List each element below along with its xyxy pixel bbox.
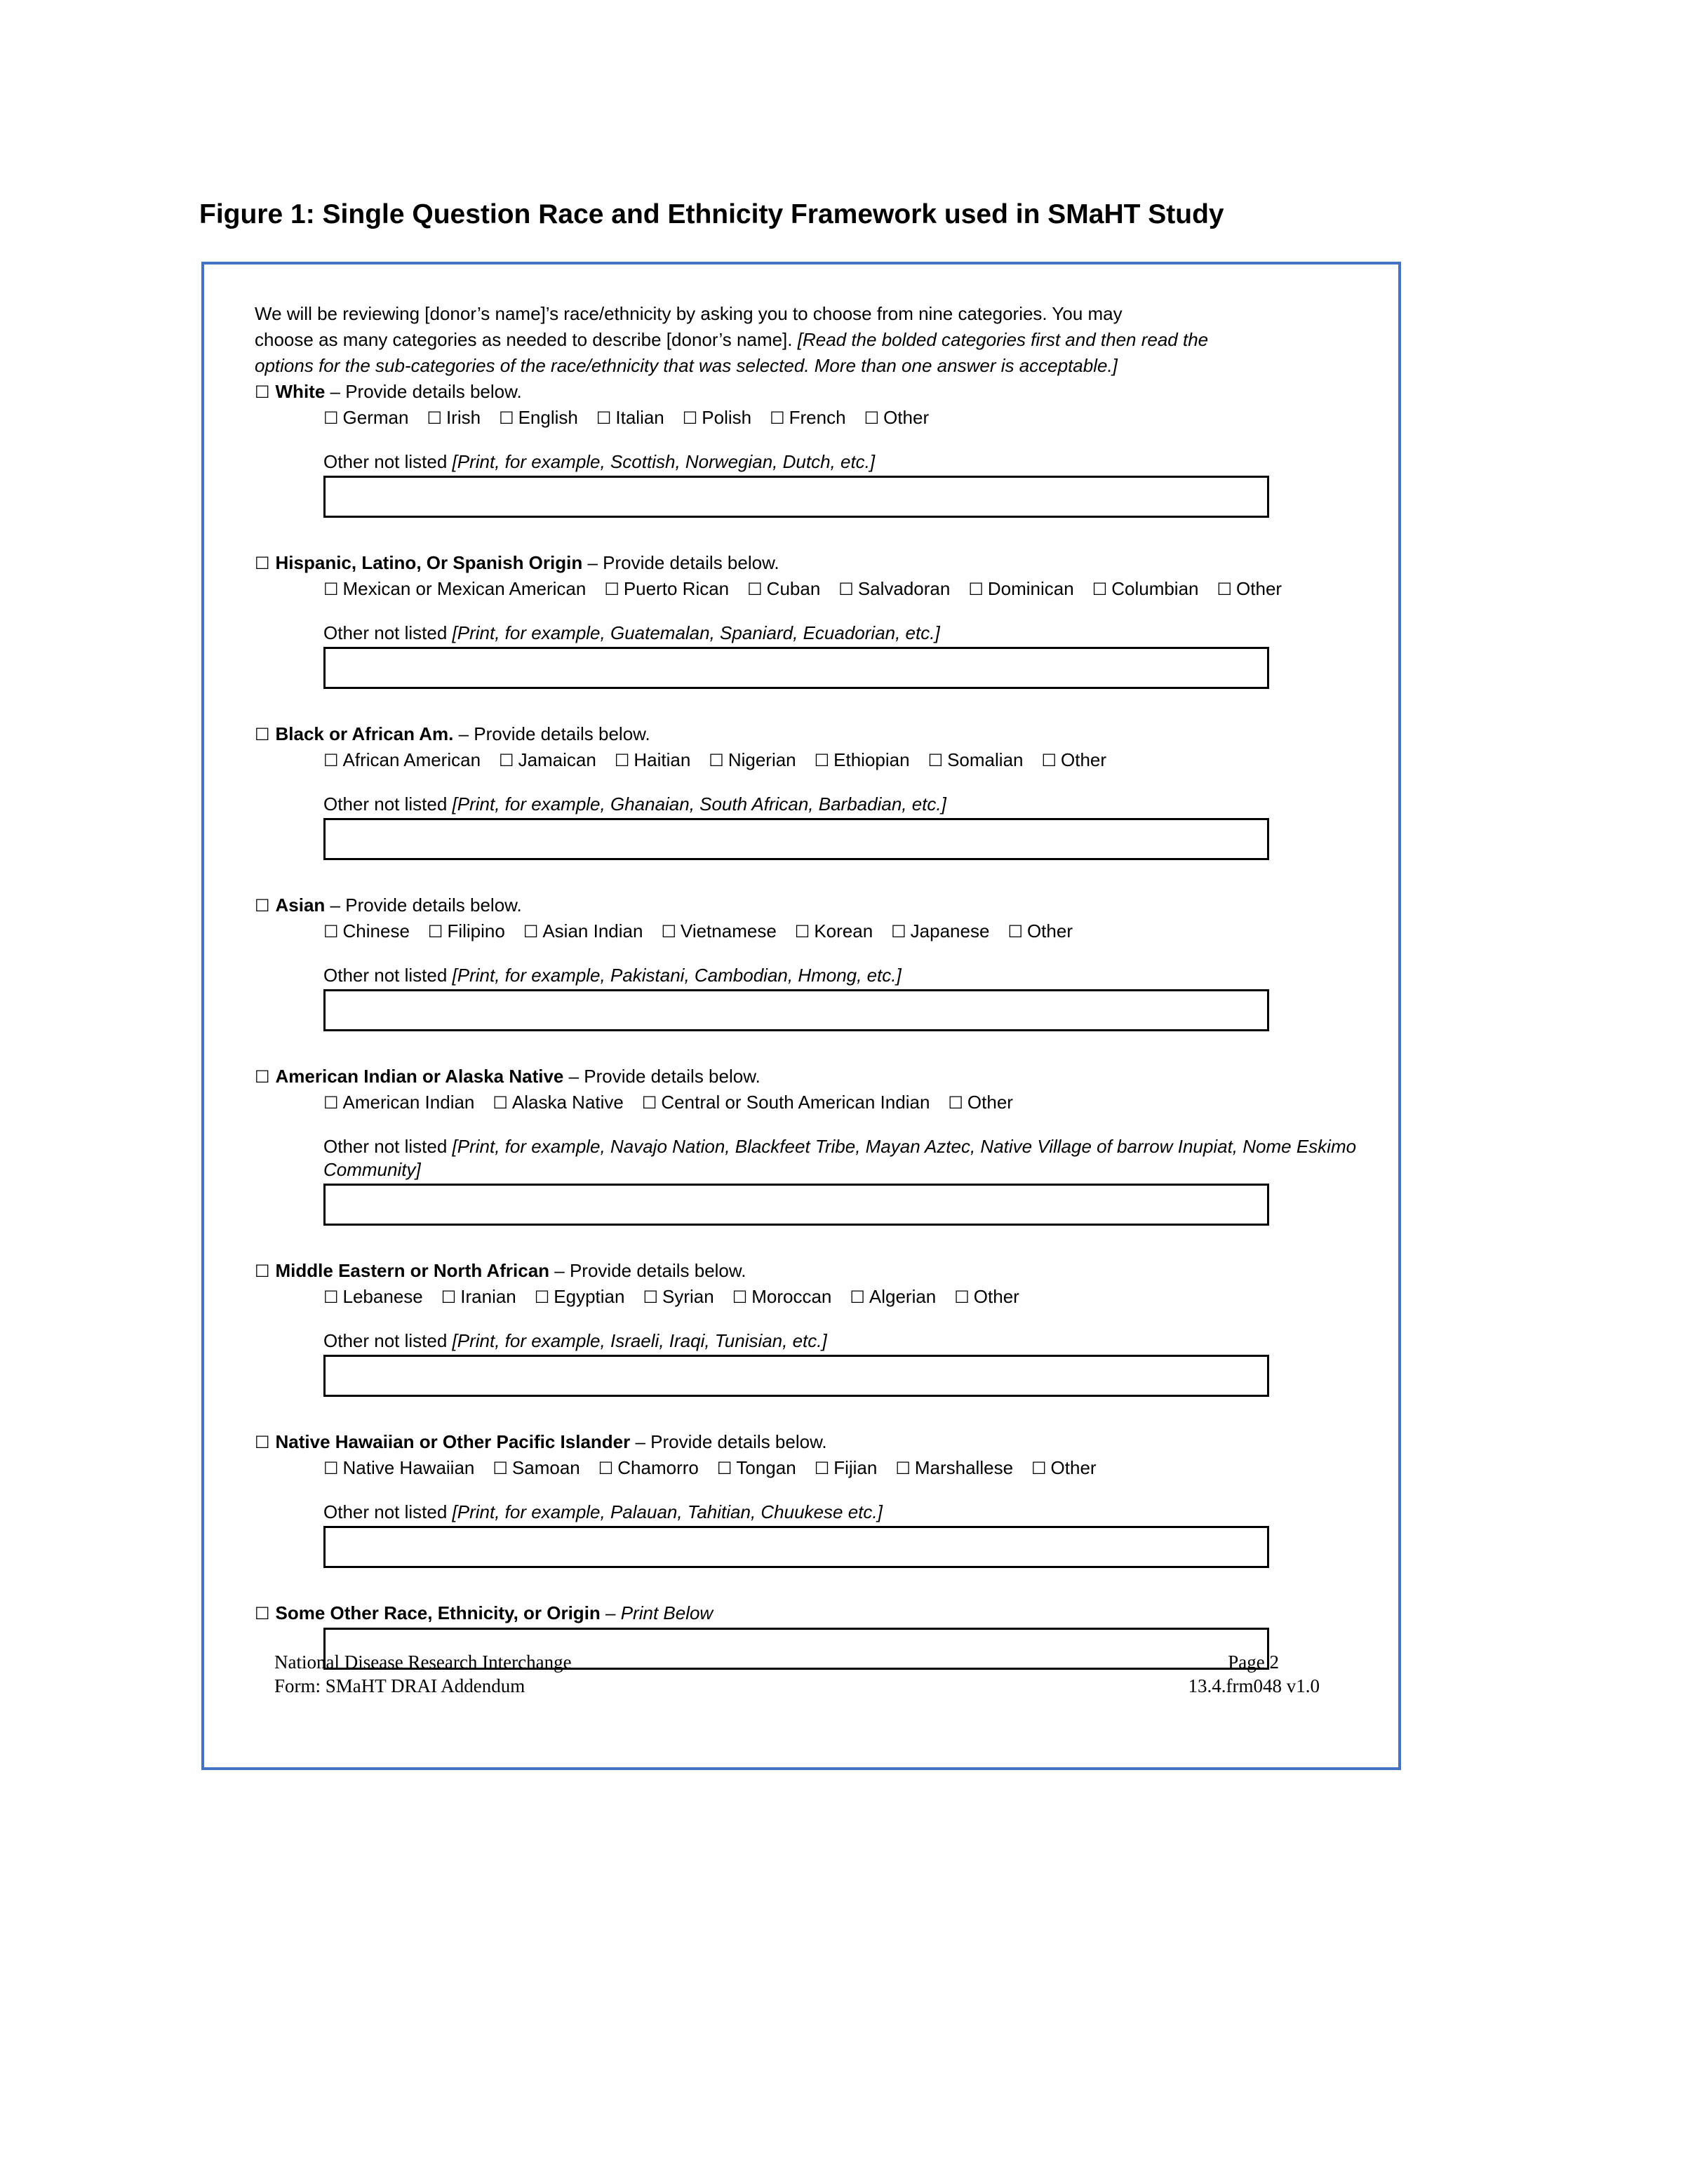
option-label: Egyptian <box>554 1286 625 1307</box>
option[interactable] <box>815 1455 878 1482</box>
category-section <box>255 1429 1363 1568</box>
option-label: Other <box>1050 1457 1097 1478</box>
option-label: Other <box>973 1286 1019 1307</box>
footer-org: National Disease Research Interchange <box>274 1652 572 1673</box>
option[interactable] <box>523 918 643 945</box>
checkbox-icon[interactable]: ☐ <box>323 1287 339 1307</box>
option[interactable] <box>747 576 820 603</box>
option[interactable] <box>895 1455 1013 1482</box>
other-prefix: Other not listed <box>323 965 453 986</box>
intro-line-1: We will be reviewing [donor’s name]’s race/ethnicity by asking you to choose from nine categories. You may <box>255 303 1123 324</box>
checkbox-icon[interactable]: ☐ <box>814 1459 830 1478</box>
option[interactable] <box>928 747 1024 774</box>
checkbox-icon[interactable]: ☐ <box>891 922 906 942</box>
option-label: Chinese <box>342 920 410 942</box>
checkbox-icon[interactable]: ☐ <box>927 751 944 770</box>
other-prefix: Other not listed <box>323 1501 453 1522</box>
option-label: Mexican or Mexican American <box>342 578 587 599</box>
option[interactable] <box>795 918 873 945</box>
option[interactable] <box>604 576 729 603</box>
category-name: Native Hawaiian or Other Pacific Islander <box>275 1431 631 1452</box>
option-label: French <box>789 407 846 428</box>
option[interactable] <box>323 747 481 774</box>
category-instruction: – Provide details below. <box>325 895 522 916</box>
other-not-listed-label <box>323 964 1363 987</box>
other-hint: [Print, for example, Pakistani, Cambodian, Hmong, etc.] <box>452 965 902 986</box>
checkbox-icon[interactable]: ☐ <box>1007 922 1023 942</box>
other-not-listed-input[interactable] <box>323 818 1269 860</box>
footer-right <box>1188 1650 1320 1698</box>
checkbox-icon[interactable]: ☐ <box>499 751 514 770</box>
checkbox-icon[interactable]: ☐ <box>427 408 442 428</box>
category-instruction: – Provide details below. <box>630 1431 827 1452</box>
form-content <box>255 301 1363 1702</box>
checkbox-icon[interactable]: ☐ <box>323 580 339 599</box>
option[interactable] <box>661 918 776 945</box>
option-list <box>323 576 1363 602</box>
checkbox-icon[interactable]: ☐ <box>598 1459 614 1478</box>
option[interactable] <box>864 405 930 431</box>
option[interactable] <box>891 918 989 945</box>
checkbox-icon[interactable]: ☐ <box>814 751 830 770</box>
option[interactable] <box>643 1284 714 1311</box>
checkbox-icon[interactable]: ☐ <box>255 1261 270 1281</box>
other-not-listed-label <box>323 793 1363 816</box>
checkbox-icon[interactable]: ☐ <box>323 751 339 770</box>
category-line <box>255 1258 1363 1284</box>
checkbox-icon[interactable]: ☐ <box>255 1067 270 1087</box>
option-label: Ethiopian <box>833 749 910 770</box>
checkbox-icon[interactable]: ☐ <box>1031 1459 1047 1478</box>
other-hint: [Print, for example, Ghanaian, South African, Barbadian, etc.] <box>452 793 946 815</box>
category-section <box>255 1258 1363 1397</box>
category-line <box>255 1064 1363 1090</box>
option[interactable] <box>1092 576 1199 603</box>
other-not-listed-input[interactable] <box>323 989 1269 1031</box>
checkbox-icon[interactable]: ☐ <box>255 382 270 402</box>
option-label: Korean <box>814 920 873 942</box>
option[interactable] <box>838 576 950 603</box>
option-label: Other <box>1026 920 1073 942</box>
footer-page: Page 2 <box>1228 1652 1279 1673</box>
option-list <box>323 405 1363 431</box>
option-label: Fijian <box>833 1457 878 1478</box>
other-prefix: Other not listed <box>323 1330 453 1351</box>
checkbox-icon[interactable]: ☐ <box>643 1287 658 1307</box>
category-section <box>255 550 1363 689</box>
option-label: Haitian <box>634 749 691 770</box>
option-label: American Indian <box>342 1092 475 1113</box>
checkbox-icon[interactable]: ☐ <box>770 408 785 428</box>
checkbox-icon[interactable]: ☐ <box>441 1287 457 1307</box>
other-not-listed-input[interactable] <box>323 1526 1269 1568</box>
category-name: Some Other Race, Ethnicity, or Origin <box>275 1602 601 1623</box>
checkbox-icon[interactable]: ☐ <box>255 554 270 573</box>
other-prefix: Other not listed <box>323 793 453 815</box>
category-instruction: – Provide details below. <box>453 723 650 744</box>
footer-form: Form: SMaHT DRAI Addendum <box>274 1675 525 1696</box>
option-label: Central or South American Indian <box>661 1092 930 1113</box>
option-label: Cuban <box>766 578 821 599</box>
category-instruction: – Provide details below. <box>325 381 522 402</box>
option-label: Salvadoran <box>857 578 951 599</box>
other-not-listed-label <box>323 1329 1363 1353</box>
option-label: Iranian <box>460 1286 516 1307</box>
option[interactable] <box>596 405 664 431</box>
option[interactable] <box>948 1090 1013 1116</box>
footer-left <box>274 1650 572 1698</box>
checkbox-icon[interactable]: ☐ <box>968 580 984 599</box>
option[interactable] <box>427 405 481 431</box>
other-hint: [Print, for example, Guatemalan, Spaniard, Ecuadorian, etc.] <box>452 622 940 643</box>
category-line <box>255 1600 1363 1626</box>
option[interactable] <box>1042 747 1107 774</box>
option[interactable] <box>732 1284 832 1311</box>
checkbox-icon[interactable]: ☐ <box>732 1287 748 1307</box>
checkbox-icon[interactable]: ☐ <box>323 408 339 428</box>
other-hint: [Print, for example, Navajo Nation, Blackfeet Tribe, Mayan Aztec, Native Village of barrow Inupiat, Nome Eskimo Community] <box>323 1136 1357 1180</box>
footer-code: 13.4.frm048 v1.0 <box>1188 1675 1320 1696</box>
option[interactable] <box>323 918 410 945</box>
checkbox-icon[interactable]: ☐ <box>534 1287 550 1307</box>
option-list <box>323 1455 1363 1481</box>
option-label: Vietnamese <box>680 920 777 942</box>
option-label: Japanese <box>910 920 990 942</box>
figure-title: Figure 1: Single Question Race and Ethnicity Framework used in SMaHT Study <box>199 199 1224 229</box>
option-label: Asian Indian <box>542 920 643 942</box>
option[interactable] <box>323 405 408 431</box>
intro-plain: choose as many categories as needed to describe [donor’s name]. <box>255 329 798 350</box>
other-prefix: Other not listed <box>323 451 453 472</box>
option-label: Jamaican <box>518 749 596 770</box>
option-label: Italian <box>615 407 664 428</box>
other-hint: [Print, for example, Scottish, Norwegian, Dutch, etc.] <box>452 451 876 472</box>
other-not-listed-label <box>323 622 1363 645</box>
option-label: English <box>518 407 578 428</box>
option[interactable] <box>709 747 796 774</box>
option-label: Algerian <box>869 1286 937 1307</box>
option-label: Nigerian <box>728 749 796 770</box>
form-frame <box>201 262 1401 1770</box>
option-list <box>323 1284 1363 1310</box>
category-section <box>255 379 1363 518</box>
checkbox-icon[interactable]: ☐ <box>255 1604 270 1623</box>
checkbox-icon[interactable]: ☐ <box>794 922 810 942</box>
option[interactable] <box>1007 918 1073 945</box>
option[interactable] <box>535 1284 625 1311</box>
option-label: Somalian <box>947 749 1024 770</box>
category-list <box>255 379 1363 1568</box>
option[interactable] <box>499 405 578 431</box>
category-section <box>255 892 1363 1031</box>
option[interactable] <box>770 405 845 431</box>
other-not-listed-label <box>323 1135 1363 1181</box>
checkbox-icon[interactable]: ☐ <box>255 725 270 744</box>
other-hint: [Print, for example, Palauan, Tahitian, Chuukese etc.] <box>452 1501 883 1522</box>
checkbox-icon[interactable]: ☐ <box>661 922 676 942</box>
checkbox-icon[interactable]: ☐ <box>850 1287 865 1307</box>
option-list <box>323 918 1363 944</box>
option-label: Chamorro <box>617 1457 699 1478</box>
intro-instruction: [Read the bolded categories first and then read the <box>797 329 1209 350</box>
option[interactable] <box>683 405 751 431</box>
checkbox-icon[interactable]: ☐ <box>255 896 270 916</box>
option[interactable] <box>499 747 596 774</box>
option[interactable] <box>323 576 586 603</box>
option[interactable] <box>968 576 1073 603</box>
checkbox-icon[interactable]: ☐ <box>895 1459 911 1478</box>
other-not-listed-label <box>323 1501 1363 1524</box>
checkbox-icon[interactable]: ☐ <box>838 580 854 599</box>
other-prefix: Other not listed <box>323 622 453 643</box>
option[interactable] <box>323 1455 474 1482</box>
option-label: Polish <box>702 407 752 428</box>
category-name: American Indian or Alaska Native <box>275 1066 564 1087</box>
checkbox-icon[interactable]: ☐ <box>493 1093 508 1113</box>
checkbox-icon[interactable]: ☐ <box>864 408 880 428</box>
other-not-listed-input[interactable] <box>323 476 1269 518</box>
checkbox-icon[interactable]: ☐ <box>682 408 698 428</box>
option-label: German <box>342 407 409 428</box>
option-label: Moroccan <box>751 1286 832 1307</box>
other-not-listed-label <box>323 450 1363 474</box>
option[interactable] <box>323 1090 474 1116</box>
option[interactable] <box>717 1455 796 1482</box>
option-label: Other <box>1061 749 1107 770</box>
checkbox-icon[interactable]: ☐ <box>323 1093 339 1113</box>
option-label: Irish <box>446 407 481 428</box>
option-label: Dominican <box>987 578 1074 599</box>
option[interactable] <box>493 1455 580 1482</box>
option-label: Lebanese <box>342 1286 423 1307</box>
checkbox-icon[interactable]: ☐ <box>323 922 339 942</box>
checkbox-icon[interactable]: ☐ <box>493 1459 508 1478</box>
option[interactable] <box>323 1284 423 1311</box>
option-label: Tongan <box>736 1457 796 1478</box>
checkbox-icon[interactable]: ☐ <box>709 751 724 770</box>
checkbox-icon[interactable]: ☐ <box>614 751 630 770</box>
checkbox-icon[interactable]: ☐ <box>323 1459 339 1478</box>
other-hint: [Print, for example, Israeli, Iraqi, Tunisian, etc.] <box>452 1330 827 1351</box>
option[interactable] <box>493 1090 623 1116</box>
checkbox-icon[interactable]: ☐ <box>716 1459 732 1478</box>
option-list <box>323 747 1363 773</box>
option[interactable] <box>642 1090 930 1116</box>
category-line <box>255 892 1363 918</box>
checkbox-icon[interactable]: ☐ <box>255 1433 270 1452</box>
option-label: Other <box>883 407 930 428</box>
checkbox-icon[interactable]: ☐ <box>1041 751 1057 770</box>
checkbox-icon[interactable]: ☐ <box>604 580 619 599</box>
option[interactable] <box>1031 1455 1097 1482</box>
category-name: Hispanic, Latino, Or Spanish Origin <box>275 552 583 573</box>
checkbox-icon[interactable]: ☐ <box>1092 580 1108 599</box>
option-label: Native Hawaiian <box>342 1457 475 1478</box>
other-not-listed-input[interactable] <box>323 1184 1269 1226</box>
checkbox-icon[interactable]: ☐ <box>948 1093 963 1113</box>
category-name: Middle Eastern or North African <box>275 1260 550 1281</box>
category-name: Asian <box>275 895 326 916</box>
option-label: Columbian <box>1111 578 1199 599</box>
checkbox-icon[interactable]: ☐ <box>747 580 763 599</box>
category-line <box>255 550 1363 576</box>
option[interactable] <box>598 1455 699 1482</box>
category-name: Black or African Am. <box>275 723 454 744</box>
option-label: Other <box>1236 578 1282 599</box>
category-line <box>255 1429 1363 1455</box>
checkbox-icon[interactable]: ☐ <box>499 408 514 428</box>
option[interactable] <box>428 918 505 945</box>
intro-line-3: options for the sub-categories of the race/ethnicity that was selected. More than one answer is acceptable.] <box>255 355 1118 376</box>
category-line <box>255 721 1363 747</box>
option[interactable] <box>850 1284 936 1311</box>
category-section <box>255 1064 1363 1226</box>
option-label: Filipino <box>447 920 505 942</box>
category-instruction: – Provide details below. <box>549 1260 746 1281</box>
checkbox-icon[interactable]: ☐ <box>523 922 539 942</box>
option-label: Puerto Rican <box>623 578 730 599</box>
checkbox-icon[interactable]: ☐ <box>427 922 443 942</box>
checkbox-icon[interactable]: ☐ <box>954 1287 970 1307</box>
checkbox-icon[interactable]: ☐ <box>596 408 612 428</box>
option-label: Other <box>967 1092 1013 1113</box>
option-list <box>323 1090 1363 1116</box>
checkbox-icon[interactable]: ☐ <box>641 1093 657 1113</box>
category-instruction: – Provide details below. <box>582 552 779 573</box>
category-name: White <box>275 381 326 402</box>
option[interactable] <box>954 1284 1019 1311</box>
option-label: Marshallese <box>914 1457 1014 1478</box>
other-prefix: Other not listed <box>323 1136 453 1157</box>
option[interactable] <box>1217 576 1282 603</box>
other-not-listed-input[interactable] <box>323 1355 1269 1397</box>
category-section <box>255 721 1363 860</box>
other-not-listed-input[interactable] <box>323 647 1269 689</box>
option-label: Samoan <box>511 1457 580 1478</box>
checkbox-icon[interactable]: ☐ <box>1217 580 1233 599</box>
category-instruction: – Print Below <box>600 1602 714 1623</box>
option[interactable] <box>815 747 910 774</box>
intro-line-2 <box>255 327 1363 353</box>
option-label: Alaska Native <box>511 1092 624 1113</box>
category-instruction: – Provide details below. <box>563 1066 761 1087</box>
option-label: African American <box>342 749 481 770</box>
category-line <box>255 379 1363 405</box>
option-label: Syrian <box>662 1286 714 1307</box>
option[interactable] <box>615 747 690 774</box>
option[interactable] <box>441 1284 516 1311</box>
